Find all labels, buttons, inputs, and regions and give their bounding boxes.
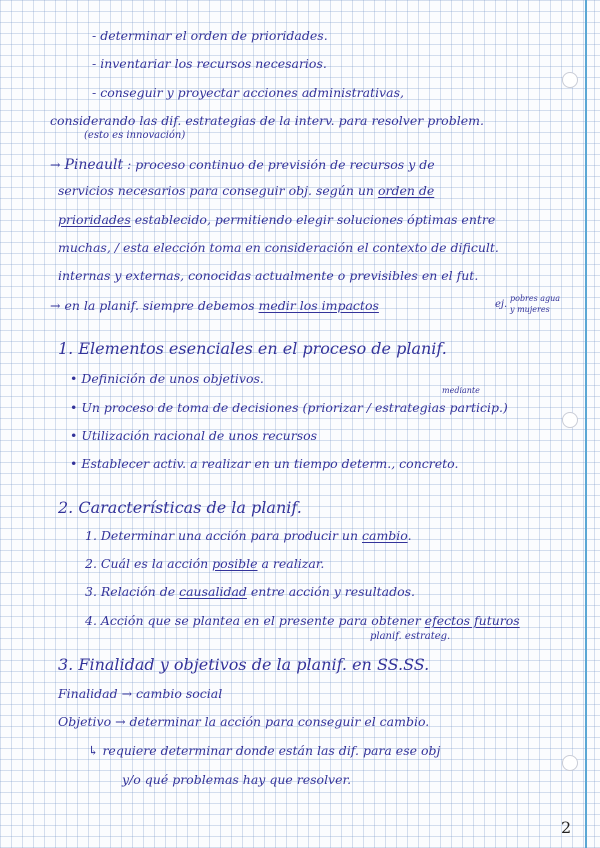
text-line: Objetivo → determinar la acción para conseguir el cambio.: [58, 714, 430, 729]
annotation: mediante: [442, 386, 480, 395]
pineault-line: internas y externas, conocidas actualmente o previsibles en el fut.: [58, 268, 479, 283]
pineault-line: prioridades establecido, permitiendo elegir soluciones óptimas entre: [58, 212, 496, 227]
binder-hole: [562, 72, 578, 88]
pineault-line: → Pineault : proceso continuo de previsión de recursos y de: [50, 157, 435, 173]
annotation: planif. estrateg.: [370, 631, 451, 642]
bullet-item: • Un proceso de toma de decisiones (priorizar / estrategias particip.): [70, 400, 508, 415]
numbered-item: 1. Determinar una acción para producir un cambio.: [85, 528, 412, 543]
numbered-item: 4. Acción que se plantea en el presente para obtener efectos futuros: [85, 613, 520, 628]
intro-item: - determinar el orden de prioridades.: [92, 28, 328, 43]
bullet-item: • Establecer activ. a realizar en un tiempo determ., concreto.: [70, 456, 459, 471]
side-note: ej.: [495, 299, 508, 310]
intro-item: - inventariar los recursos necesarios.: [92, 56, 327, 71]
side-note: y mujeres: [510, 305, 550, 314]
margin-line: [585, 0, 587, 848]
intro-item: - conseguir y proyectar acciones administrativas,: [92, 85, 404, 100]
pineault-line: servicios necesarios para conseguir obj. según un orden de: [58, 183, 435, 198]
section-title: 2. Características de la planif.: [58, 498, 302, 517]
author-name: Pineault: [64, 157, 124, 173]
text-line: Finalidad → cambio social: [58, 686, 223, 701]
side-note: pobres agua: [510, 294, 561, 303]
bullet-item: • Definición de unos objetivos.: [70, 371, 264, 386]
bullet-item: • Utilización racional de unos recursos: [70, 428, 318, 443]
intro-continuation: considerando las dif. estrategias de la interv. para resolver problem.: [50, 113, 484, 128]
arrow-icon: →: [50, 157, 61, 172]
binder-hole: [562, 755, 578, 771]
numbered-item: 2. Cuál es la acción posible a realizar.: [85, 556, 325, 571]
pineault-line: muchas, / esta elección toma en consideración el contexto de dificult.: [58, 240, 499, 255]
page-number: 2: [561, 818, 572, 837]
section-title: 1. Elementos esenciales en el proceso de planif.: [58, 339, 447, 358]
intro-note: (esto es innovación): [84, 130, 186, 141]
binder-hole: [562, 412, 578, 428]
text-line: ↳ requiere determinar donde están las dif. para ese obj: [88, 743, 441, 758]
numbered-item: 3. Relación de causalidad entre acción y resultados.: [85, 584, 415, 599]
measure-line: → en la planif. siempre debemos medir los impactos: [50, 298, 379, 313]
text-line: y/o qué problemas hay que resolver.: [122, 772, 352, 787]
section-title: 3. Finalidad y objetivos de la planif. en SS.SS.: [58, 655, 430, 674]
